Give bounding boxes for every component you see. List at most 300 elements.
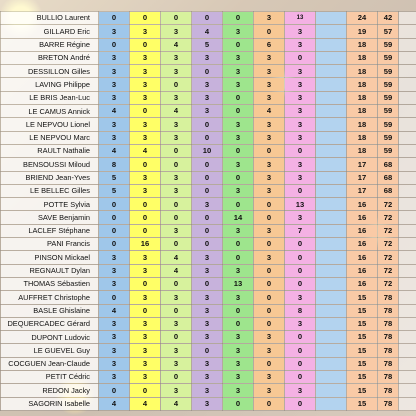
score-cell: 0 [161,371,192,384]
score-cell: 0 [192,118,223,131]
score-cell: 3 [285,25,316,38]
table-row [1,105,416,118]
score-cell: 78 [378,344,399,357]
score-cell [316,91,347,104]
player-name-cell: LE NEPVOU Lionel [1,118,99,131]
score-cell: 16 [347,238,378,251]
score-cell: 3 [99,91,130,104]
score-cell [316,144,347,157]
score-cell: 3 [99,331,130,344]
player-name-cell: BENSOUSSI Miloud [1,158,99,171]
score-cell: 0 [130,384,161,397]
score-cell: 16 [347,224,378,237]
score-cell: 59 [378,105,399,118]
score-cell: 0 [223,304,254,317]
score-cell: 3 [223,51,254,64]
table-row [1,277,416,290]
score-cell: 3 [161,344,192,357]
edge-cell [399,264,416,277]
score-cell: 3 [223,184,254,197]
edge-cell [399,198,416,211]
score-cell: 0 [161,304,192,317]
table-row [1,38,416,51]
score-cell: 0 [99,38,130,51]
score-cell: 0 [192,211,223,224]
table-row [1,171,416,184]
player-name-cell: REDON Jacky [1,384,99,397]
score-cell: 3 [223,264,254,277]
score-cell: 3 [130,25,161,38]
score-cell [316,384,347,397]
score-cell: 3 [223,331,254,344]
score-cell: 15 [347,371,378,384]
score-cell: 0 [130,304,161,317]
table-row [1,224,416,237]
score-cell: 0 [192,238,223,251]
score-cell: 3 [285,38,316,51]
score-cell: 72 [378,198,399,211]
score-cell: 6 [254,38,285,51]
edge-cell [399,171,416,184]
score-cell [316,331,347,344]
score-cell: 3 [223,371,254,384]
score-cell: 0 [223,144,254,157]
score-cell [316,158,347,171]
score-cell: 68 [378,171,399,184]
player-name-cell: LE CAMUS Annick [1,105,99,118]
table-row [1,264,416,277]
score-cell: 3 [130,264,161,277]
score-cell: 4 [161,264,192,277]
score-cell [316,65,347,78]
score-cell [316,317,347,330]
score-cell: 0 [192,184,223,197]
score-cell: 3 [192,264,223,277]
score-cell [316,118,347,131]
score-cell: 3 [192,291,223,304]
player-name-cell: PETIT Cédric [1,371,99,384]
score-cell: 59 [378,131,399,144]
edge-cell [399,184,416,197]
score-cell: 3 [161,384,192,397]
score-cell: 4 [130,397,161,410]
table-row [1,331,416,344]
score-cell: 0 [285,397,316,410]
score-cell: 3 [161,91,192,104]
score-cell: 0 [223,251,254,264]
score-cell: 0 [161,331,192,344]
score-cell: 0 [223,198,254,211]
table-row [1,118,416,131]
score-cell: 0 [285,144,316,157]
score-cell: 0 [285,238,316,251]
score-cell: 3 [130,118,161,131]
score-cell: 3 [130,65,161,78]
edge-cell [399,317,416,330]
score-cell: 13 [285,12,316,25]
score-cell: 72 [378,264,399,277]
score-cell: 3 [130,91,161,104]
score-cell [316,131,347,144]
score-cell [316,291,347,304]
edge-cell [399,211,416,224]
score-cell: 0 [223,238,254,251]
score-cell: 0 [130,158,161,171]
score-cell: 3 [254,224,285,237]
score-cell: 0 [99,211,130,224]
table-row [1,65,416,78]
score-cell: 0 [254,317,285,330]
score-cell: 3 [192,304,223,317]
score-cell: 0 [223,38,254,51]
edge-cell [399,51,416,64]
edge-cell [399,238,416,251]
score-cell: 0 [223,105,254,118]
score-cell: 3 [285,105,316,118]
score-cell: 0 [161,198,192,211]
player-name-cell: DUPONT Ludovic [1,331,99,344]
score-cell: 3 [161,51,192,64]
score-cell: 0 [223,317,254,330]
player-name-cell: DESSILLON Gilles [1,65,99,78]
score-cell: 0 [161,211,192,224]
score-cell: 3 [285,171,316,184]
score-cell: 0 [161,78,192,91]
score-cell: 3 [99,264,130,277]
score-cell: 14 [223,211,254,224]
score-cell: 0 [130,198,161,211]
score-cell: 0 [285,51,316,64]
table-row [1,144,416,157]
score-cell: 72 [378,251,399,264]
score-cell: 3 [99,251,130,264]
score-cell: 16 [347,198,378,211]
score-cell: 3 [130,371,161,384]
score-cell: 3 [161,224,192,237]
score-cell: 18 [347,118,378,131]
score-cell: 72 [378,238,399,251]
table-body [1,12,416,411]
score-cell: 0 [285,371,316,384]
score-table [0,11,416,411]
score-cell: 3 [192,105,223,118]
score-cell: 5 [99,184,130,197]
player-name-cell: LAVING Philippe [1,78,99,91]
score-cell: 4 [192,25,223,38]
score-cell: 3 [285,317,316,330]
player-name-cell: LE BELLEC Gilles [1,184,99,197]
score-cell: 4 [99,397,130,410]
score-cell: 0 [285,264,316,277]
score-cell: 0 [161,277,192,290]
score-cell: 0 [192,65,223,78]
score-cell: 0 [161,144,192,157]
score-cell: 3 [223,384,254,397]
edge-cell [399,105,416,118]
score-cell: 3 [99,317,130,330]
score-cell: 3 [192,251,223,264]
score-cell: 3 [99,65,130,78]
score-cell [316,264,347,277]
score-cell: 0 [192,131,223,144]
player-name-cell: BRIEND Jean-Yves [1,171,99,184]
player-name-cell: PINSON Mickael [1,251,99,264]
score-cell: 3 [161,118,192,131]
edge-cell [399,12,416,25]
score-cell: 0 [254,397,285,410]
score-cell: 0 [254,25,285,38]
score-cell: 0 [192,344,223,357]
score-cell: 7 [285,224,316,237]
score-cell [316,78,347,91]
edge-cell [399,65,416,78]
edge-cell [399,158,416,171]
score-cell: 3 [223,158,254,171]
player-name-cell: BULLIO Laurent [1,12,99,25]
score-cell: 3 [99,357,130,370]
edge-cell [399,344,416,357]
score-cell [316,51,347,64]
score-cell: 3 [161,65,192,78]
table-row [1,238,416,251]
score-cell: 5 [99,171,130,184]
score-cell: 0 [223,171,254,184]
score-cell: 0 [130,224,161,237]
score-cell: 0 [285,357,316,370]
player-name-cell: REGNAULT Dylan [1,264,99,277]
player-name-cell: DEQUERCADEC Gérard [1,317,99,330]
table-row [1,371,416,384]
score-cell: 0 [99,384,130,397]
player-name-cell: THOMAS Sébastien [1,277,99,290]
score-cell: 3 [99,118,130,131]
score-cell: 0 [99,198,130,211]
player-name-cell: PANI Francis [1,238,99,251]
score-cell: 3 [223,118,254,131]
score-cell: 3 [130,331,161,344]
score-cell: 57 [378,25,399,38]
score-cell: 3 [223,344,254,357]
score-cell: 3 [285,211,316,224]
player-name-cell: BARRE Régine [1,38,99,51]
score-cell: 68 [378,158,399,171]
score-cell [316,397,347,410]
score-cell: 0 [254,357,285,370]
score-cell: 15 [347,304,378,317]
edge-cell [399,25,416,38]
score-cell: 15 [347,317,378,330]
score-cell: 59 [378,144,399,157]
score-cell: 3 [161,131,192,144]
score-cell: 0 [130,211,161,224]
score-cell: 3 [285,91,316,104]
score-cell: 3 [99,371,130,384]
score-cell: 3 [130,291,161,304]
score-cell: 18 [347,38,378,51]
score-cell: 4 [161,251,192,264]
score-cell: 0 [254,277,285,290]
score-cell: 0 [192,158,223,171]
score-cell [316,105,347,118]
score-cell: 15 [347,291,378,304]
score-cell: 0 [192,12,223,25]
score-cell: 4 [99,105,130,118]
score-cell: 3 [254,251,285,264]
score-cell: 3 [223,291,254,304]
score-cell: 78 [378,384,399,397]
score-cell [316,304,347,317]
score-cell: 3 [130,78,161,91]
score-cell [316,277,347,290]
player-name-cell: BASLE Ghislaine [1,304,99,317]
score-cell: 4 [161,105,192,118]
score-cell: 3 [192,331,223,344]
score-cell: 78 [378,371,399,384]
score-cell: 59 [378,118,399,131]
edge-cell [399,397,416,410]
score-cell [316,211,347,224]
score-cell: 4 [254,105,285,118]
score-cell: 3 [130,357,161,370]
score-cell: 78 [378,317,399,330]
score-cell: 72 [378,277,399,290]
score-cell: 3 [254,118,285,131]
score-cell: 16 [347,277,378,290]
score-cell: 72 [378,211,399,224]
score-cell: 3 [192,51,223,64]
score-cell: 3 [254,51,285,64]
score-cell: 3 [99,51,130,64]
table-row [1,291,416,304]
score-cell: 16 [130,238,161,251]
score-cell: 0 [285,344,316,357]
score-cell: 3 [192,91,223,104]
score-cell: 59 [378,91,399,104]
table-row [1,304,416,317]
table-row [1,251,416,264]
score-cell: 3 [254,344,285,357]
score-cell: 3 [99,131,130,144]
score-cell: 3 [285,158,316,171]
table-row [1,317,416,330]
score-cell: 3 [161,291,192,304]
score-cell: 3 [99,344,130,357]
score-cell: 3 [99,277,130,290]
score-cell: 3 [161,357,192,370]
score-cell: 10 [192,144,223,157]
table-row [1,12,416,25]
score-cell: 0 [223,91,254,104]
score-cell: 3 [254,12,285,25]
score-cell: 0 [130,277,161,290]
player-name-cell: LACLEF Stéphane [1,224,99,237]
score-cell: 16 [347,251,378,264]
score-cell: 15 [347,397,378,410]
score-cell: 17 [347,184,378,197]
score-cell: 18 [347,91,378,104]
score-cell: 0 [254,291,285,304]
score-cell: 72 [378,224,399,237]
score-cell: 0 [192,171,223,184]
score-cell: 0 [192,277,223,290]
table-row [1,344,416,357]
score-cell: 3 [192,371,223,384]
score-cell: 78 [378,291,399,304]
score-cell: 0 [254,304,285,317]
score-cell [316,38,347,51]
score-cell: 3 [223,224,254,237]
score-cell: 0 [99,291,130,304]
player-name-cell: POTTE Sylvia [1,198,99,211]
score-cell: 13 [223,277,254,290]
score-cell: 0 [223,12,254,25]
score-cell [316,357,347,370]
score-cell: 0 [254,238,285,251]
score-cell: 3 [254,78,285,91]
score-cell [316,171,347,184]
score-cell: 3 [254,371,285,384]
score-cell: 3 [130,51,161,64]
score-cell: 3 [254,131,285,144]
score-cell: 15 [347,331,378,344]
score-cell: 3 [192,198,223,211]
score-cell: 4 [161,38,192,51]
table-row [1,91,416,104]
score-cell: 78 [378,397,399,410]
score-cell: 59 [378,38,399,51]
table-row [1,384,416,397]
score-cell: 42 [378,12,399,25]
score-cell: 3 [223,131,254,144]
score-cell: 0 [254,198,285,211]
table-row [1,397,416,410]
score-cell: 59 [378,51,399,64]
score-cell [316,238,347,251]
score-cell [316,184,347,197]
score-cell: 3 [99,78,130,91]
score-cell: 0 [161,238,192,251]
player-name-cell: AUFFRET Christophe [1,291,99,304]
score-cell: 0 [254,144,285,157]
edge-cell [399,78,416,91]
score-cell: 3 [161,317,192,330]
score-cell: 4 [161,397,192,410]
score-cell: 0 [99,224,130,237]
score-cell: 18 [347,144,378,157]
score-cell: 3 [130,251,161,264]
edge-cell [399,357,416,370]
player-name-cell: GILLARD Eric [1,25,99,38]
score-cell: 18 [347,78,378,91]
score-cell: 3 [192,78,223,91]
score-cell: 16 [347,211,378,224]
score-cell: 3 [285,131,316,144]
score-cell: 3 [161,171,192,184]
score-cell: 0 [285,331,316,344]
score-cell: 18 [347,65,378,78]
score-cell: 18 [347,105,378,118]
score-cell: 3 [130,131,161,144]
score-cell: 13 [285,198,316,211]
score-cell: 3 [192,317,223,330]
table-row [1,131,416,144]
score-cell: 3 [254,331,285,344]
score-cell [316,251,347,264]
score-cell [316,224,347,237]
score-cell: 3 [285,384,316,397]
score-cell: 4 [130,144,161,157]
score-cell: 3 [99,25,130,38]
